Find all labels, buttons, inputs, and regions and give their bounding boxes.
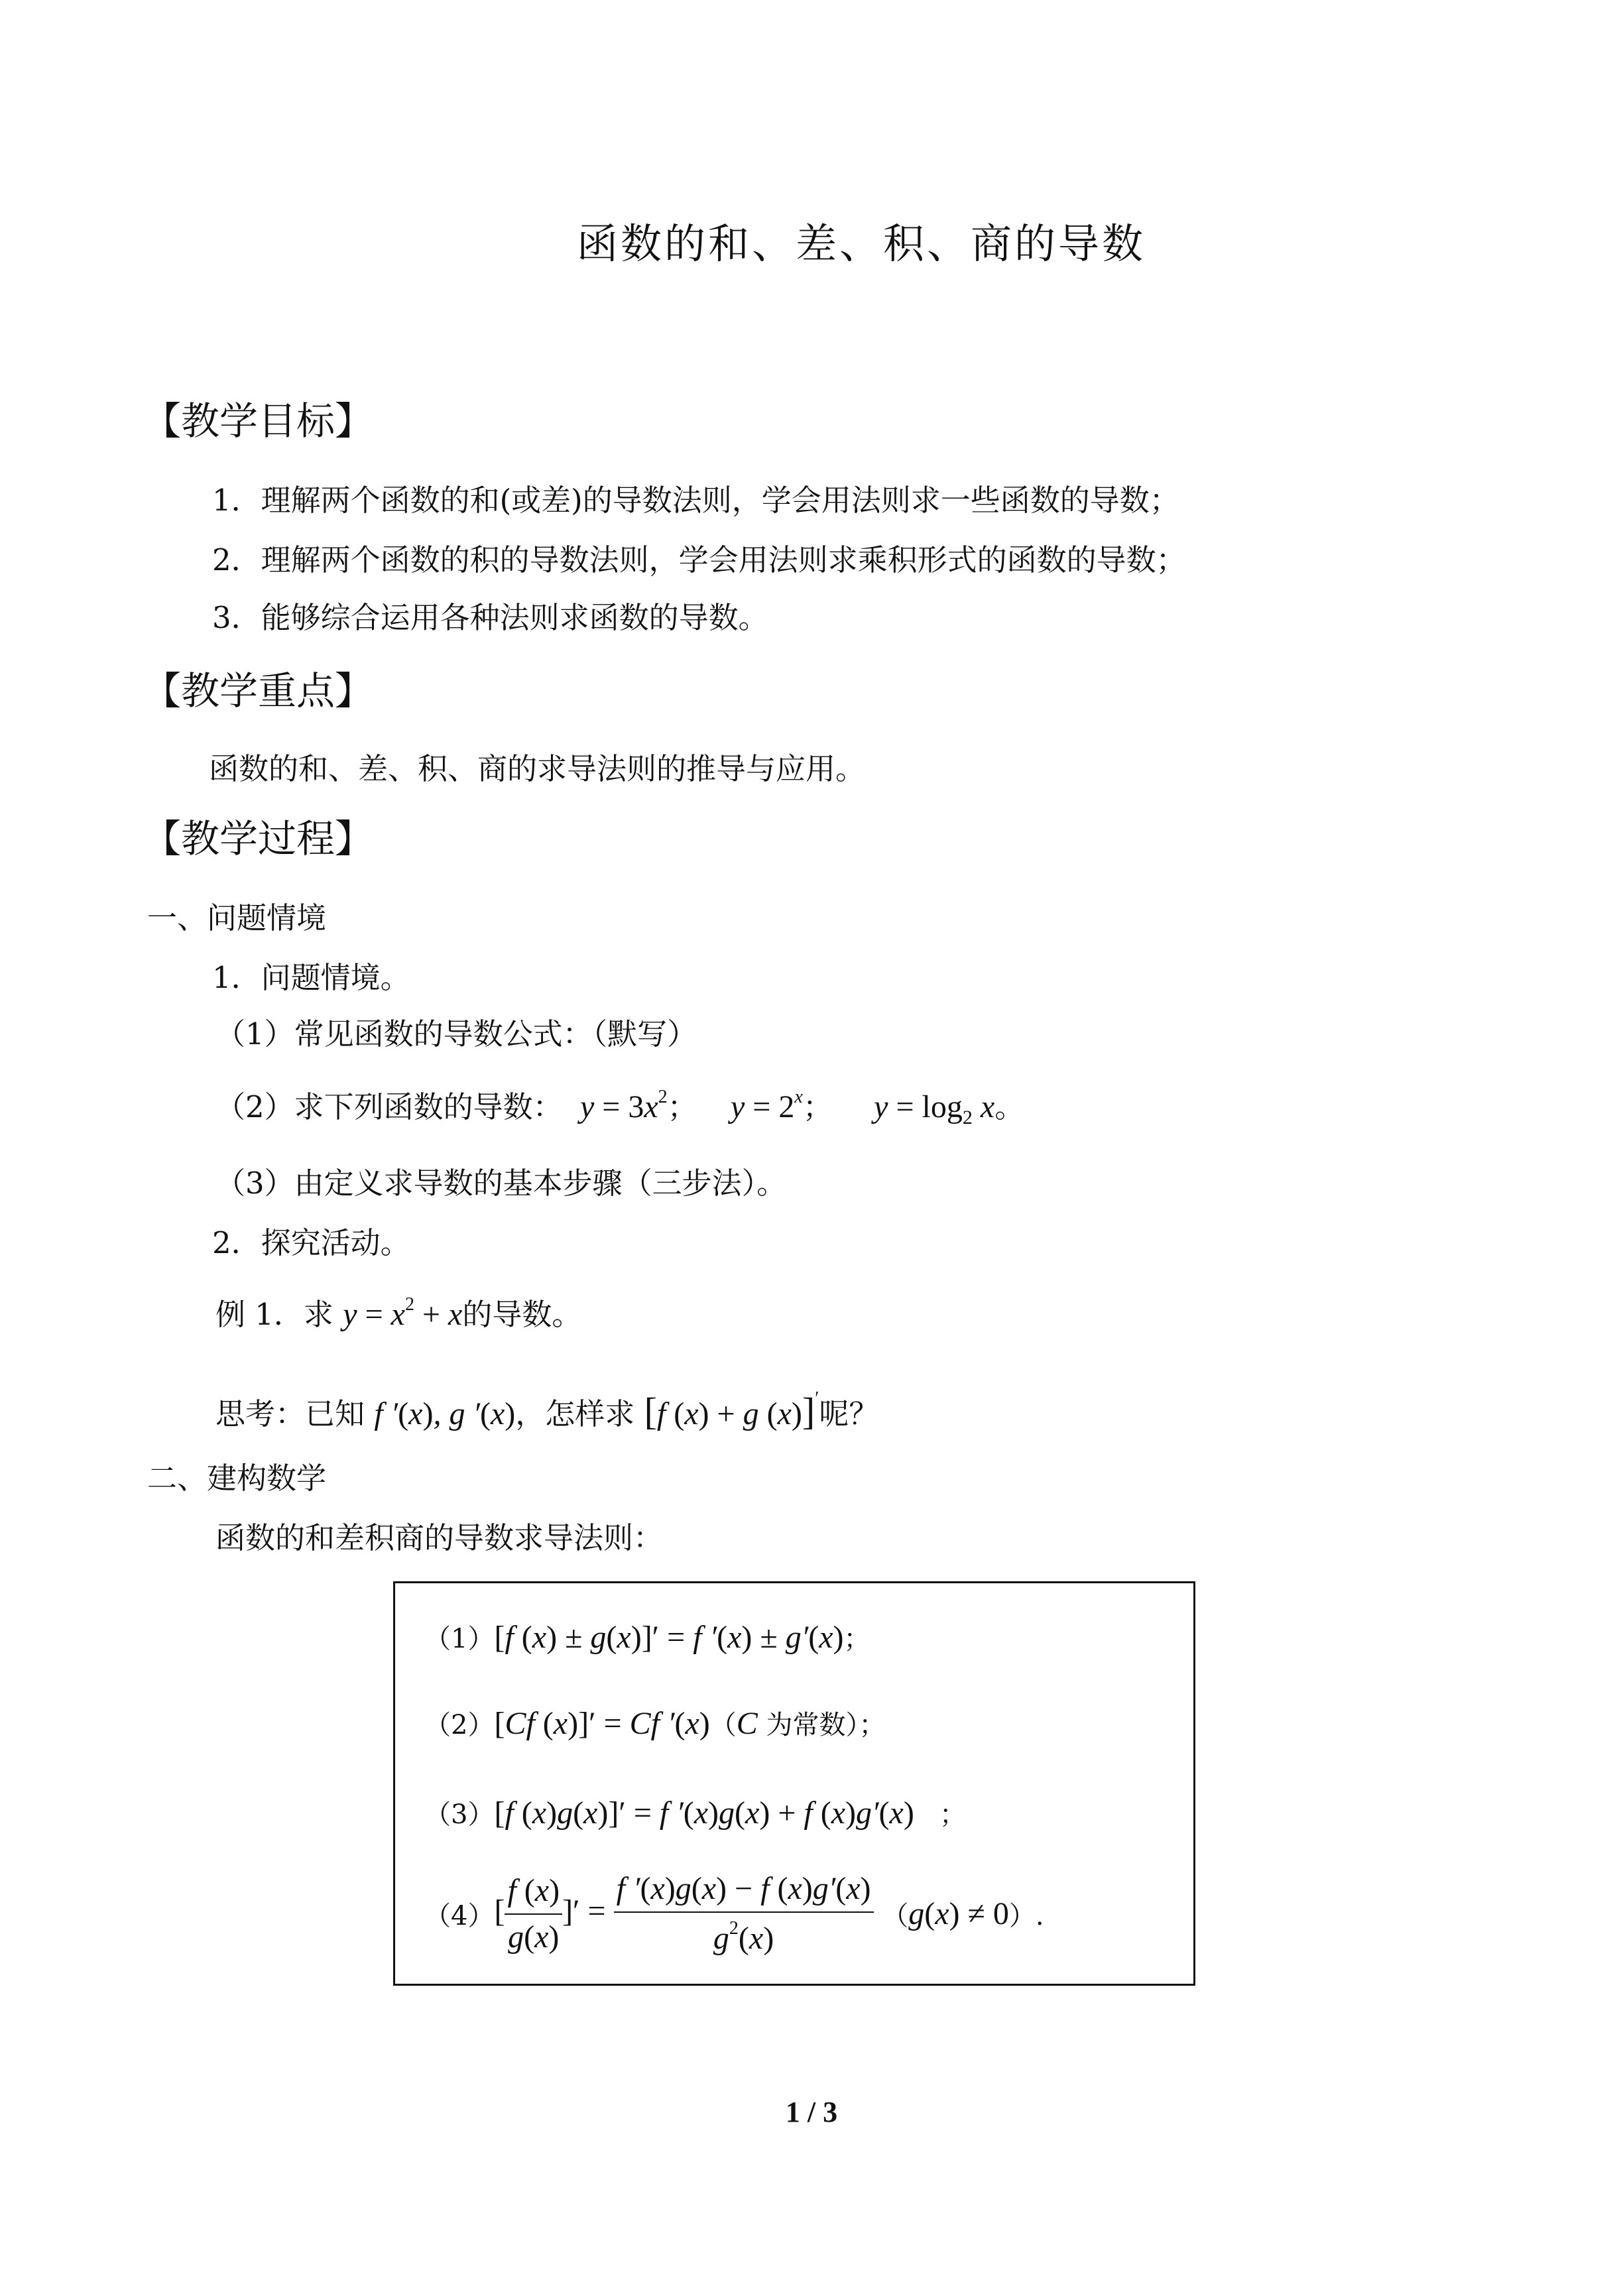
key-points-heading: 【教学重点】 — [143, 668, 374, 713]
example-1 — [215, 1285, 581, 1335]
objective-item-1: 1．理解两个函数的和(或差)的导数法则，学会用法则求一些函数的导数； — [212, 483, 1179, 518]
rule-1-label: （1） — [424, 1624, 495, 1654]
formula-y-3x2: $y = 3x^2$ — [571, 1087, 668, 1124]
formula-example: $y = x^2 + x$ — [343, 1294, 463, 1332]
think-prefix: 思考：已知 — [215, 1396, 365, 1431]
rule-3-label: （3） — [424, 1799, 495, 1830]
part1-heading: 一、问题情境 — [147, 900, 327, 936]
rule-4-condition: g(x) ≠ 0 — [908, 1896, 1009, 1931]
process-heading: 【教学过程】 — [143, 816, 374, 861]
rule-4-lhs-fraction: $\frac{f (x)}{g(x)}$ — [505, 1875, 562, 1953]
rule-2-label: （2） — [424, 1710, 495, 1740]
objectives-heading: 【教学目标】 — [143, 398, 374, 444]
rule-4: （4）[ $\frac{f (x)}{g(x)}$ ]′ = $\frac{f '(x)g(x) - f (x)g'(x)}{g^2(x)}$ （g(x) ≠ 0）. — [424, 1871, 1044, 1956]
part1-item1: （1）常见函数的导数公式：（默写） — [215, 1016, 697, 1052]
rule-4-label: （4） — [424, 1901, 495, 1931]
think-line — [215, 1379, 878, 1434]
part2-intro: 函数的和差积商的导数求导法则： — [215, 1520, 664, 1555]
rule-3-formula: [f (x)g(x)]′ = f ′(x)g(x) + f (x)g′(x) — [494, 1795, 914, 1831]
rule-2-note: 为常数）； — [766, 1710, 886, 1740]
example-1-suffix: 的导数。 — [462, 1297, 582, 1332]
objective-item-2: 2．理解两个函数的积的导数法则，学会用法则求乘积形式的函数的导数； — [212, 542, 1186, 577]
key-points-text: 函数的和、差、积、商的求导法则的推导与应用。 — [209, 751, 866, 786]
objective-item-3: 3．能够综合运用各种法则求函数的导数。 — [212, 600, 768, 635]
think-mid: ，怎样求 — [515, 1396, 635, 1431]
rule-3 — [424, 1793, 966, 1835]
rule-1: （1）[f (x) ± g(x)]′ = f ′(x) ± g′(x)； — [424, 1620, 871, 1655]
rule-1-formula: [f (x) ± g(x)]′ = f ′(x) ± g′(x) — [494, 1620, 844, 1655]
rule-2-constant: C — [736, 1706, 758, 1741]
part1-item2: （2）求下列函数的导数： $y = 3x^2$； y = 2$^x$； $y = \log_2 x$。 — [215, 1087, 1025, 1128]
think-suffix: 呢？ — [819, 1396, 879, 1431]
rule-2: （2）[Cf (x)]′ = Cf ′(x)（C 为常数）； — [424, 1706, 886, 1741]
rule-4-formula: [ $\frac{f (x)}{g(x)}$ ]′ = $\frac{f '(x)g(x) - f (x)g'(x)}{g^2(x)}$ — [494, 1894, 873, 1929]
formula-sum-derivative: [f (x) + g (x)]′ — [644, 1388, 819, 1433]
example-1-label: 例 1．求 — [215, 1297, 333, 1332]
part1-sub2: 2．探究活动。 — [212, 1225, 410, 1260]
page-number: 1 / 3 — [785, 2096, 838, 2128]
part1-item3: （3）由定义求导数的基本步骤（三步法）。 — [215, 1166, 787, 1201]
rule-2-formula: [Cf (x)]′ = Cf ′(x) — [494, 1706, 710, 1741]
part1-item2-label: （2）求下列函数的导数： — [215, 1089, 563, 1124]
part2-heading: 二、建构数学 — [147, 1461, 327, 1496]
page-title: 函数的和、差、积、商的导数 — [576, 219, 1146, 268]
formula-y-2x: y = 2$^x$ — [706, 1087, 803, 1124]
part1-sub1: 1．问题情境。 — [212, 960, 410, 995]
rule-4-rhs-fraction: $\frac{f '(x)g(x) - f (x)g'(x)}{g^2(x)}$ — [614, 1873, 874, 1955]
formula-y-log2x: $y = \log_2 x$ — [842, 1089, 995, 1128]
rule-3-tail: ； — [939, 1799, 966, 1830]
formula-derivatives-given: f ′(x), g ′(x) — [374, 1396, 516, 1431]
